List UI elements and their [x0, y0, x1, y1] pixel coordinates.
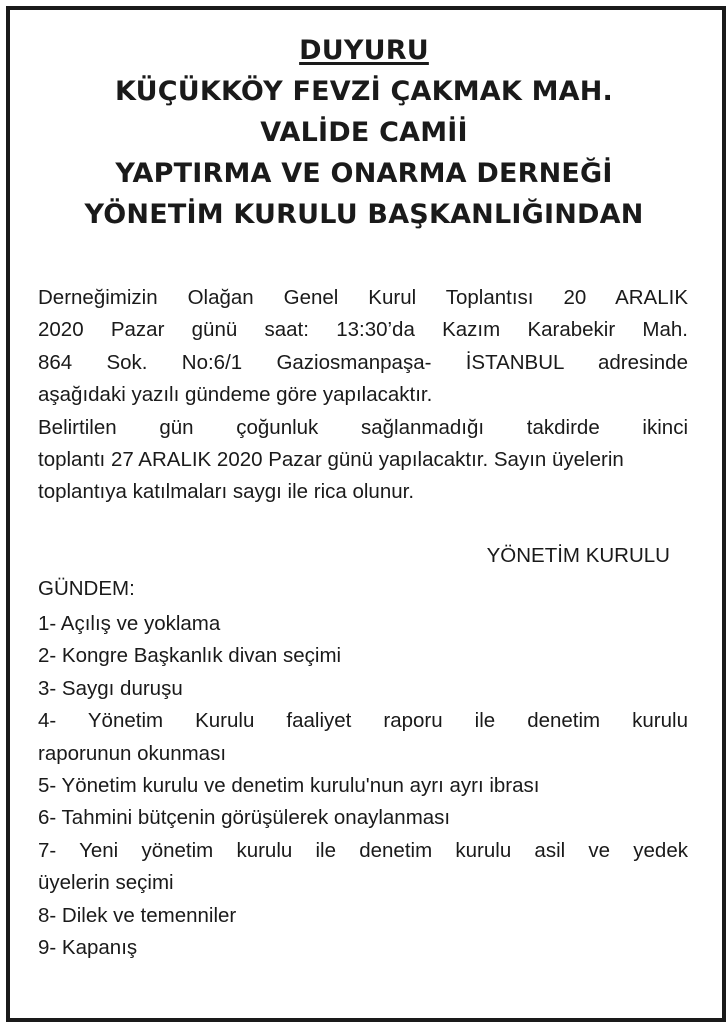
agenda-item-line: 8- Dilek ve temenniler	[38, 903, 237, 927]
announcement-title: DUYURU	[299, 35, 429, 66]
agenda-item	[38, 770, 688, 802]
agenda-item	[38, 640, 688, 672]
agenda-item-line: raporunun okunması	[38, 741, 227, 765]
agenda-item-line: 1- Açılış ve yoklama	[38, 612, 221, 635]
agenda-item	[38, 835, 688, 900]
intro-line: aşağıdaki yazılı gündeme göre yapılacaktır.	[38, 383, 433, 407]
intro-line: 864 Sok. No:6/1 Gaziosmanpaşa- İSTANBUL adresinde	[38, 350, 688, 374]
agenda-item-line: 4- Yönetim Kurulu faaliyet raporu ile denetim kurulu	[38, 709, 688, 733]
agenda-item-line: 5- Yönetim kurulu ve denetim kurulu'nun ayrı ayrı ibrası	[38, 774, 540, 798]
agenda-item-line: 6- Tahmini bütçenin görüşülerek onaylanması	[38, 806, 451, 830]
signature: YÖNETİM KURULU	[486, 544, 670, 567]
agenda-item-line: 2- Kongre Başkanlık divan seçimi	[38, 644, 342, 668]
agenda-item	[38, 705, 688, 770]
header-line-1: KÜÇÜKKÖY FEVZİ ÇAKMAK MAH.	[114, 76, 614, 107]
header-line-3: YAPTIRMA VE ONARMA DERNEĞİ	[115, 158, 613, 189]
intro-paragraph	[38, 282, 688, 509]
intro-line: Belirtilen gün çoğunluk sağlanmadığı takdirde ikinci	[38, 415, 688, 439]
intro-line: Derneğimizin Olağan Genel Kurul Toplantısı 20 ARALIK	[38, 286, 688, 309]
agenda-item	[38, 608, 688, 640]
header-line-4: YÖNETİM KURULU BAŞKANLIĞINDAN	[84, 199, 644, 230]
intro-line: Sayın üyelerin toplantıya katılmaları saygı ile rica olunur.	[38, 448, 624, 504]
agenda-item	[38, 932, 688, 964]
agenda-item-line: 9- Kapanış	[38, 936, 138, 960]
agenda-item	[38, 900, 688, 932]
agenda-item-line: 3- Saygı duruşu	[38, 676, 183, 700]
agenda-item	[38, 802, 688, 834]
announcement-header	[0, 30, 728, 235]
agenda-list	[38, 608, 688, 964]
agenda-item-line: üyelerin seçimi	[38, 871, 174, 895]
header-line-2: VALİDE CAMİİ	[260, 117, 468, 148]
agenda-title: GÜNDEM:	[38, 577, 135, 600]
intro-line: toplantı 27 ARALIK 2020 Pazar günü yapılacaktır.	[38, 448, 489, 472]
agenda-item	[38, 673, 688, 705]
agenda-item-line: 7- Yeni yönetim kurulu ile denetim kurulu asil ve yedek	[38, 838, 688, 862]
intro-line: 2020 Pazar günü saat: 13:30’da Kazım Karabekir Mah.	[38, 318, 688, 342]
